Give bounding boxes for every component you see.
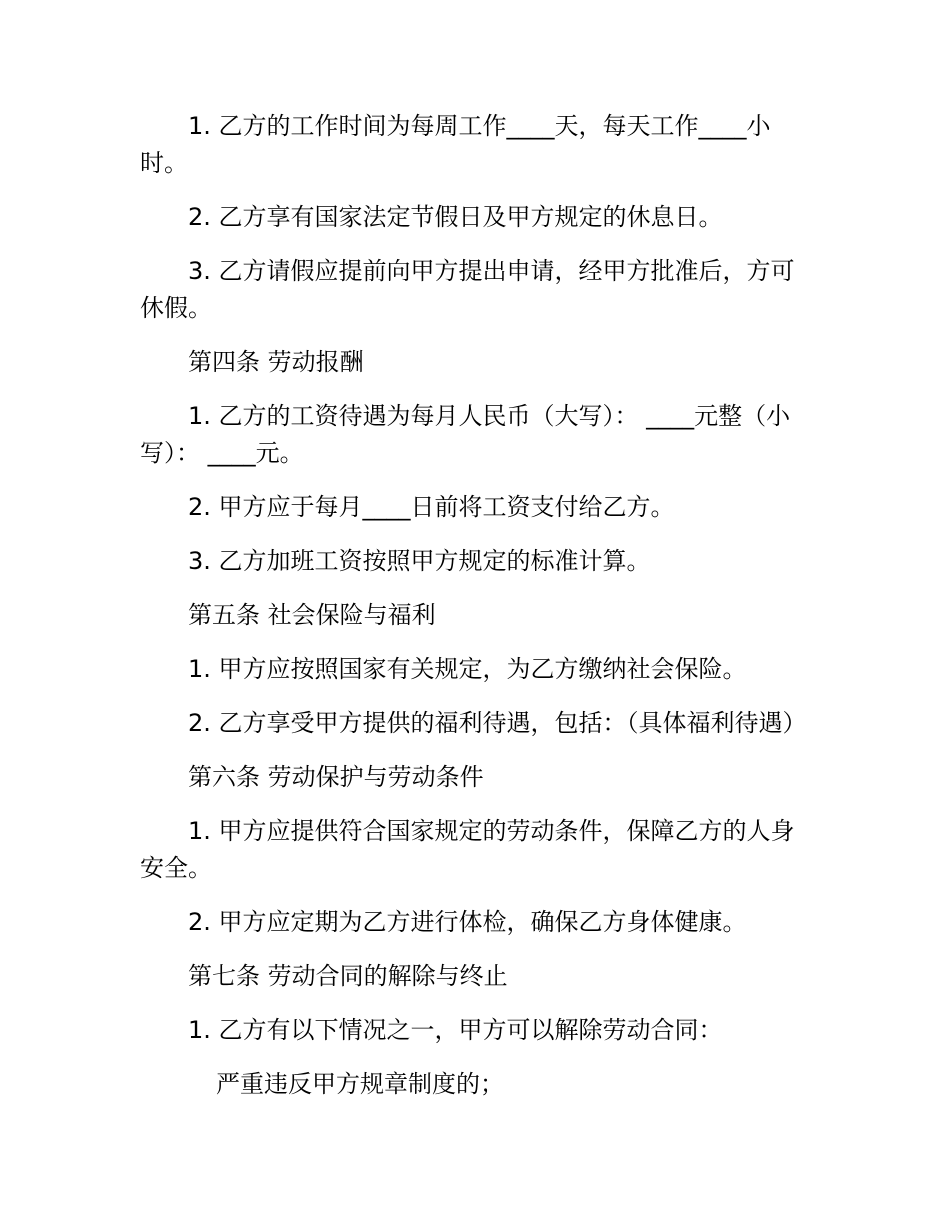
clause-termination: 1. 乙方有以下情况之一，甲方可以解除劳动合同： [188,1016,723,1044]
clause-leave: 3. 乙方请假应提前向甲方提出申请，经甲方批准后，方可休假。 [140,257,795,322]
document-body [140,108,816,1120]
clause-overtime: 3. 乙方加班工资按照甲方规定的标准计算。 [188,547,651,575]
clause-benefits: 2. 乙方享受甲方提供的福利待遇，包括：（具体福利待遇） [188,709,807,737]
clause-health-check: 2. 甲方应定期为乙方进行体检，确保乙方身体健康。 [188,908,747,936]
section-heading-5: 第五条 社会保险与福利 [188,601,436,629]
clause-work-hours: 1. 乙方的工作时间为每周工作____天，每天工作____小时。 [140,112,771,177]
section-heading-6: 第六条 劳动保护与劳动条件 [188,763,484,791]
clause-termination-item: 严重违反甲方规章制度的； [216,1070,504,1098]
clause-working-conditions: 1. 甲方应提供符合国家规定的劳动条件，保障乙方的人身安全。 [140,817,795,882]
section-heading-7: 第七条 劳动合同的解除与终止 [188,962,508,990]
section-heading-4: 第四条 劳动报酬 [188,348,364,376]
clause-holidays: 2. 乙方享有国家法定节假日及甲方规定的休息日。 [188,203,723,231]
clause-pay-date: 2. 甲方应于每月____日前将工资支付给乙方。 [188,493,675,521]
clause-salary: 1. 乙方的工资待遇为每月人民币（大写）： ____元整（小写）： ____元。 [140,402,791,467]
clause-social-insurance: 1. 甲方应按照国家有关规定，为乙方缴纳社会保险。 [188,655,747,683]
